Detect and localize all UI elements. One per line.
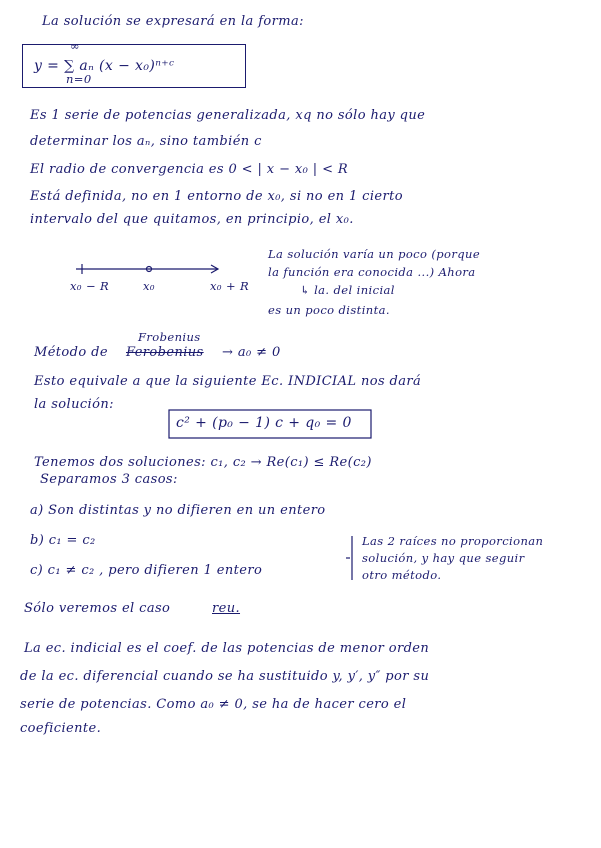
- series-formula: y = ∑ aₙ (x − x₀)ⁿ⁺ᶜ: [34, 58, 175, 74]
- axis-label-left: x₀ − R: [70, 279, 110, 293]
- side-note: ↳ la. del inicial: [300, 283, 395, 297]
- text-line: serie de potencias. Como a₀ ≠ 0, se ha de hacer cero el: [20, 697, 407, 712]
- text-line: coeficiente.: [20, 721, 102, 736]
- method-prefix: Método de: [34, 345, 108, 360]
- axis-label-right: x₀ + R: [210, 279, 250, 293]
- sum-lower-limit: n=0: [66, 72, 92, 86]
- side-note: es un poco distinta.: [268, 303, 390, 317]
- text-line: El radio de convergencia es 0 < | x − x₀ | < R: [30, 162, 349, 177]
- side-note: La solución varía un poco (porque: [268, 247, 481, 261]
- text-line: Es 1 serie de potencias generalizada, xq no sólo hay que: [30, 108, 426, 123]
- intro-line: La solución se expresará en la forma:: [42, 14, 304, 29]
- text-line: Sólo veremos el caso: [24, 601, 171, 616]
- text-line: Tenemos dos soluciones: c₁, c₂ → Re(c₁) ≤ Re(c₂): [34, 455, 372, 470]
- method-arrow-condition: → a₀ ≠ 0: [222, 345, 281, 360]
- method-struck-word: Ferobenius: [126, 345, 204, 360]
- text-line: determinar los aₙ, sino también c: [30, 134, 262, 149]
- text-line: Separamos 3 casos:: [40, 472, 178, 487]
- frobenius-correction: Frobenius: [138, 330, 201, 344]
- case-c: c) c₁ ≠ c₂ , pero difieren 1 entero: [30, 563, 263, 578]
- text-line: Esto equivale a que la siguiente Ec. INDICIAL nos dará: [34, 374, 422, 389]
- case-name-underlined: reu.: [212, 601, 241, 616]
- cases-side-note: solución, y hay que seguir: [362, 551, 525, 565]
- cases-side-note: otro método.: [362, 568, 442, 582]
- side-note: la función era conocida ...) Ahora: [268, 265, 476, 279]
- text-line: la solución:: [34, 397, 114, 412]
- cases-side-note: Las 2 raíces no proporcionan: [362, 534, 544, 548]
- case-b: b) c₁ = c₂: [30, 533, 96, 548]
- text-line: intervalo del que quitamos, en principio, el x₀.: [30, 212, 354, 227]
- axis-label-center: x₀: [143, 279, 155, 293]
- indicial-equation: c² + (p₀ − 1) c + q₀ = 0: [176, 415, 352, 431]
- text-line: de la ec. diferencial cuando se ha sustituido y, y′, y″ por su: [20, 669, 430, 684]
- text-line: La ec. indicial es el coef. de las potencias de menor orden: [24, 641, 430, 656]
- sum-upper-limit: ∞: [70, 39, 80, 53]
- case-a: a) Son distintas y no difieren en un entero: [30, 503, 326, 518]
- text-line: Está definida, no en 1 entorno de x₀, si no en 1 cierto: [30, 189, 403, 204]
